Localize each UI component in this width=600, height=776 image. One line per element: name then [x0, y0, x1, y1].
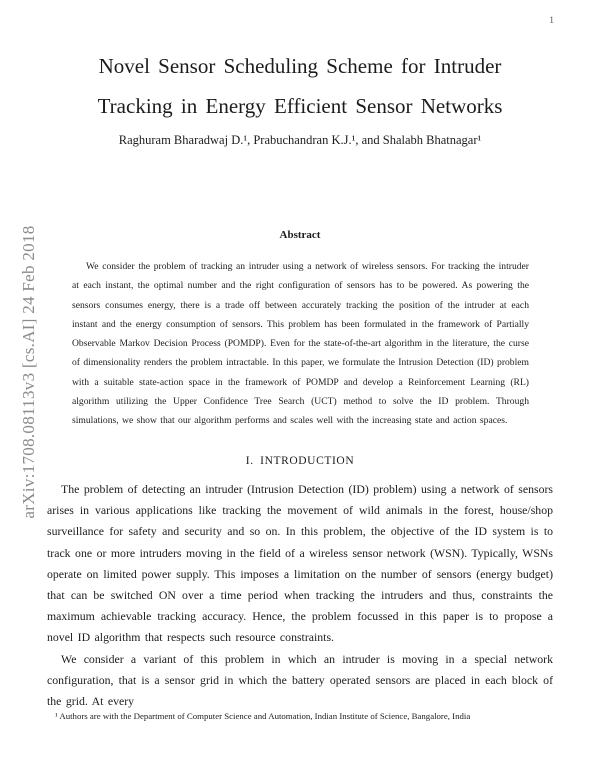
intro-paragraph-1: The problem of detecting an intruder (Intrusion Detection (ID) problem) using a network of sensors arises in various applications like tracking the movement of wild animals in the forest, house/shop surveillance for safety and security and so on. In this problem, the objective of the ID system is to track one or more intruders moving in the field of a wireless sensor network (WSN). Typically, WSNs operate on limited power supply. This imposes a limitation on the number of sensors (energy budget) that can be switched ON over a time period when tracking the intruders and thus, constraints the maximum achievable tracking accuracy. Hence, the problem focussed in this paper is to propose a novel ID algorithm that respects such resource constraints.: [47, 482, 553, 645]
abstract-text: We consider the problem of tracking an intruder using a network of wireless sensors. For tracking the intruder at each instant, the optimal number and the right configuration of sensors has to be powered. As powering the sensors consumes energy, there is a trade off between accurately tracking the position of the intruder at each instant and the energy consumption of sensors. This problem has been formulated in the framework of Partially Observable Markov Decision Process (POMDP). Even for the state-of-the-art algorithm in the literature, the curse of dimensionality renders the problem intractable. In this paper, we formulate the Intrusion Detection (ID) problem with a suitable state-action space in the framework of POMDP and develop a Reinforcement Learning (RL) algorithm utilizing the Upper Confidence Tree Search (UCT) method to solve the ID problem. Through simulations, we show that our algorithm performs and scales well with the increasing state and action spaces.: [72, 261, 529, 427]
paper-title: [0, 46, 600, 126]
introduction-body: [47, 479, 553, 712]
intro-paragraph-2: We consider a variant of this problem in which an intruder is moving in a special network configuration, that is a sensor grid in which the battery operated sensors are placed in each block of the grid. At every: [47, 651, 553, 709]
authors-line: Raghuram Bharadwaj D.¹, Prabuchandran K.J.¹, and Shalabh Bhatnagar¹: [118, 133, 482, 147]
introduction-heading: I. INTRODUCTION: [245, 455, 355, 467]
author-affiliation-footnote: ¹ Authors are with the Department of Computer Science and Automation, Indian Institute of Science, Bangalore, India: [55, 711, 471, 721]
arxiv-watermark: arXiv:1708.08113v3 [cs.AI] 24 Feb 2018: [19, 225, 38, 519]
title-line-1: Novel Sensor Scheduling Scheme for Intruder: [98, 54, 502, 78]
title-line-2: Tracking in Energy Efficient Sensor Networks: [97, 94, 503, 118]
page-number: 1: [549, 16, 554, 26]
abstract-heading: Abstract: [279, 229, 321, 241]
